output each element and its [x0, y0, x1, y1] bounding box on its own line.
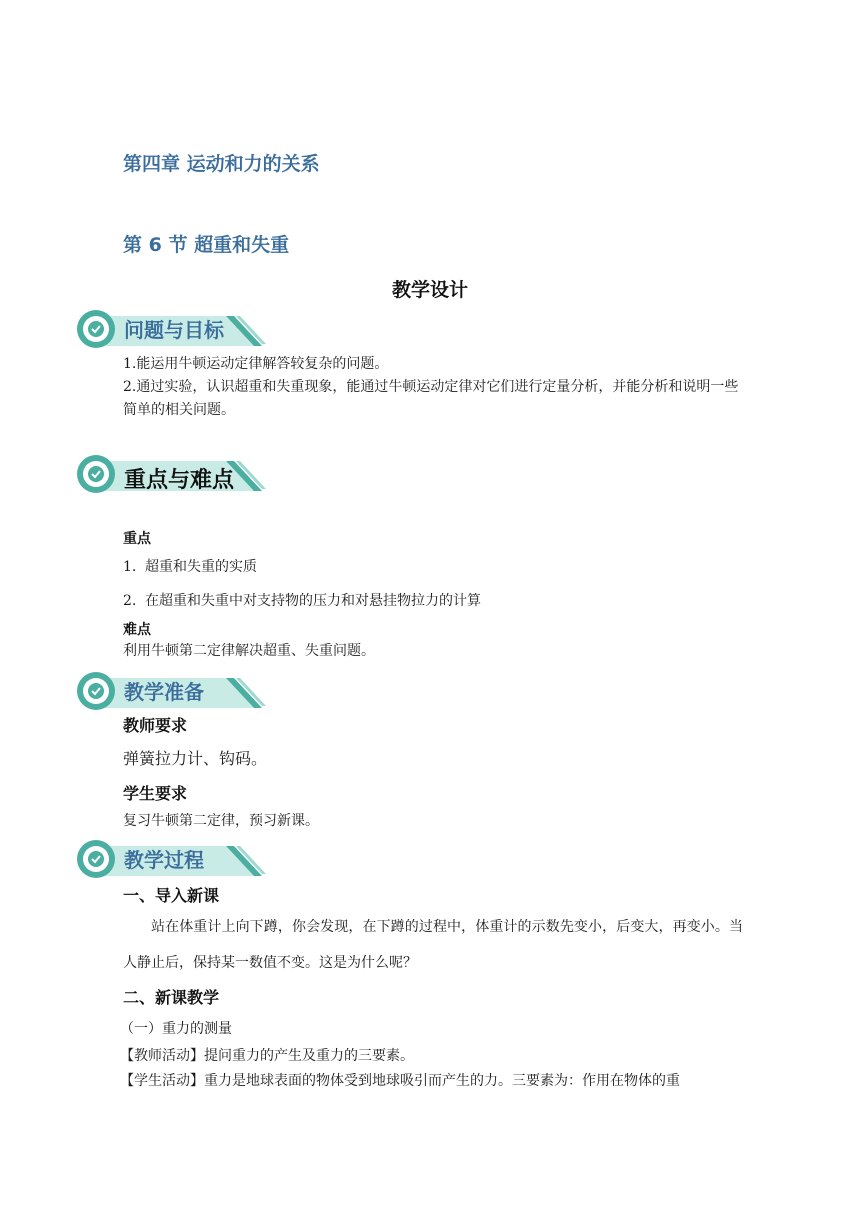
focus-item-text: 在超重和失重中对支持物的压力和对悬挂物拉力的计算 — [145, 593, 481, 609]
subsection-heading: （一）重力的测量 — [120, 1021, 232, 1037]
part1-paragraph: 站在体重计上向下蹲，你会发现，在下蹲的过程中，体重计的示数先变小，后变大，再变小。当人静止后，保持某一数值不变。这是为什么呢？ — [123, 919, 743, 971]
focus-item-number: 2. — [123, 593, 137, 609]
focus-item — [123, 556, 257, 576]
difficulty-text: 利用牛顿第二定律解决超重、失重问题。 — [123, 643, 375, 659]
teacher-requirements-label: 教师要求 — [123, 716, 188, 735]
goal-item-1: 1.能运用牛顿运动定律解答较复杂的问题。 — [123, 356, 389, 372]
focus-item — [123, 590, 481, 610]
part1-heading: 一、导入新课 — [123, 886, 220, 905]
banner-goals — [76, 308, 266, 352]
banner-key-points-label: 重点与难点 — [124, 468, 235, 493]
document-title: 教学设计 — [391, 279, 468, 301]
section-title: 第 6 节 超重和失重 — [123, 234, 290, 256]
student-requirements-text: 复习牛顿第二定律，预习新课。 — [123, 813, 319, 829]
banner-process-label: 教学过程 — [124, 848, 204, 872]
teacher-activity: 【教师活动】提问重力的产生及重力的三要素。 — [120, 1048, 414, 1064]
teacher-requirements-text: 弹簧拉力计、钩码。 — [123, 749, 268, 768]
banner-goals-label: 问题与目标 — [124, 318, 224, 342]
banner-preparation-label: 教学准备 — [124, 680, 204, 704]
difficulty-label: 难点 — [123, 622, 151, 638]
chapter-title: 第四章 运动和力的关系 — [123, 153, 320, 175]
banner-preparation — [76, 670, 266, 714]
part2-heading: 二、新课教学 — [123, 988, 220, 1007]
focus-item-text: 超重和失重的实质 — [145, 559, 257, 575]
banner-process — [76, 838, 266, 882]
focus-item-number: 1. — [123, 559, 137, 575]
goal-item-2: 2.通过实验，认识超重和失重现象，能通过牛顿运动定律对它们进行定量分析，并能分析和说明一些简单的相关问题。 — [123, 379, 739, 418]
focus-label: 重点 — [123, 531, 151, 547]
student-requirements-label: 学生要求 — [123, 784, 188, 803]
student-activity: 【学生活动】重力是地球表面的物体受到地球吸引而产生的力。三要素为：作用在物体的重 — [120, 1073, 680, 1089]
banner-key-points — [76, 453, 266, 497]
